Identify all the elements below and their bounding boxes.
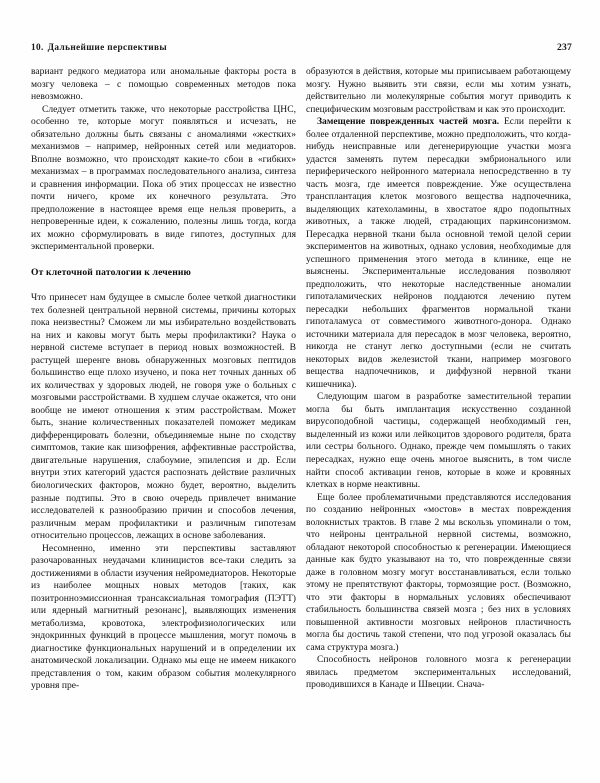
spacer [31,254,296,267]
paragraph [306,116,571,391]
spacer [31,279,296,292]
left-column [31,66,296,693]
running-head-title [31,43,167,53]
paragraph: Следующим шагом в разработке заместительной терапии могла бы быть имплантация искусственно созданной вирусоподобной частицы, содержащей необходимый ген, выделенный из кожи или лейкоцитов здорового родителя, брата или сестры больного. Однако, прежде чем помышлять о таких пересадках, нужно еще очень многое выяснить, в том числе найти способ активации генов, которые в коже и кровяных клетках в норме неактивны. [306,391,571,491]
chapter-number: 10. [31,43,44,53]
paragraph: Способность нейронов головного мозга к регенерации явилась предметом экспериментальных исследований, проводившихся в Канаде и Швеции. Снача- [306,654,571,691]
running-head [31,42,572,58]
right-column [306,66,571,692]
section-heading: От клеточной патологии к лечению [31,266,192,278]
paragraph: Что принесет нам будущее в смысле более четкой диагностики тех болезней центральной нервной системы, причины которых пока неизвестны? Сможем ли мы избирательно воздействовать на них и каковы могут быть меры профилактики? Наука о нервной системе вступает в период новых возможностей. В растущей шеренге вновь обнаруженных мозговых пептидов большинство еще плохо изучено, и пока нет точных данных об их количествах у здоровых людей, не говоря уже о больных с мозговыми расстройствами. В худшем случае окажется, что они вообще не имеют отношения к этим расстройствам. Может быть, знание количественных показателей поможет медикам дифференцировать болезни, объединяемые ныне по сходству симптомов, такие как шизофрения, аффективные расстройства, двигательные нарушения, слабоумие, эпилепсия и др. Если внутри этих категорий удастся распознать действие различных биологических факторов, можно будет, вероятно, выделить разные подтипы. Это в свою очередь привлечет внимание исследователей к разнообразию причин и способов лечения, различным мерам профилактики и различным гипотезам относительно процессов, лежащих в основе заболевания. [31,292,296,542]
paragraph: Еще более проблематичными представляются исследования по созданию нейронных «мостов» в местах повреждения волокнистых трактов. В главе 2 мы вскользь упоминали о том, что нейроны центральной нервной системы, возможно, обладают некоторой способностью к регенерации. Имеющиеся данные как будто указывают на то, что поврежденные связи даже в головном мозгу могут восстанавливаться, если только этому не препятствуют факторы, тормозящие рост. (Возможно, что эти факторы в нормальных условиях обеспечивают стабильность большинства связей мозга ; без них в условиях повышенной активности мозговых нейронов пластичность могла бы достичь такой степени, что под угрозой оказалась бы сама структура мозга.) [306,491,571,653]
paragraph: Несомненно, именно эти перспективы заставляют разочарованных неудачами клиницистов все-таки следить за достижениями в области изучения нейромедиаторов. Некоторые из наиболее мощных новых методов [таких, как позитронноэмиссионная трансаксиальная томография (ПЭТТ) или ядерный магнитный резонанс], выявляющих изменения метаболизма, кровотока, электрофизиологических или эндокринных функций в процессе мышления, могут помочь в диагностике функциональных нарушений и в определении их анатомической локализации. Однако мы еще не имеем никакого представления о том, каким образом события молекулярного уровня пре- [31,542,296,692]
chapter-title: Дальнейшие перспективы [47,43,167,53]
paragraph-text: Если перейти к более отдаленной перспективе, можно предположить, что когда-нибудь неисправные или дегенерирующие участки мозга удастся заменять путем пересадки эмбрионального или периферического нейронного материала непосредственно в ту часть мозга, где имеется повреждение. Уже осуществлена трансплантация клеток мозгового вещества надпочечника, выделяющих катехоламины, в хвостатое ядро подопытных животных, а также людей, страдающих паркинсонизмом. Пересадка нервной ткани была основной темой целой серии экспериментов на животных, однако условия, необходимые для успешного применения этого метода в клинике, еще не выяснены. Экспериментальные исследования позволяют предположить, что некоторые наследственные аномалии гипоталамических нейронов поддаются лечению путем пересадки небольших фрагментов нормальной ткани гипоталамуса от совместимого животного-донора. Однако источники материала для пересадок в мозг человека, вероятно, никогда не станут легко доступными (если не считать некоторых видов железистой ткани, например мозгового вещества надпочечников, и диффузной нервной ткани кишечника). [306,116,571,390]
paragraph: Следует отметить также, что некоторые расстройства ЦНС, особенно те, которые могут появляться и исчезать, не обязательно должны быть связаны с аномалиями «жестких» механизмов – например, нейронных сетей или медиаторов. Вполне возможно, что происходят какие-то сбои в «гибких» механизмах – в программах последовательного анализа, синтеза и сравнения информации. Пока об этих процессах не известно почти ничего, кроме их конечного результата. Это предположение в настоящее время еще нельзя проверить, а непроверенные идеи, к сожалению, полезны лишь тогда, когда их можно сформулировать в виде гипотез, доступных для экспериментальной проверки. [31,103,296,253]
paragraph: образуются в действия, которые мы приписываем работающему мозгу. Нужно выявить эти связи, если мы хотим узнать, действительно ли молекулярные события могут приводить к специфическим мозговым расстройствам и как это происходит. [306,66,571,115]
run-in-heading: Замещение поврежденных частей мозга. [317,116,500,128]
paragraph: вариант редкого медиатора или аномальные факторы роста в мозгу человека – с помощью современных методов пока невозможно. [31,66,296,103]
body-columns [31,66,572,693]
page-number: 237 [557,42,572,53]
